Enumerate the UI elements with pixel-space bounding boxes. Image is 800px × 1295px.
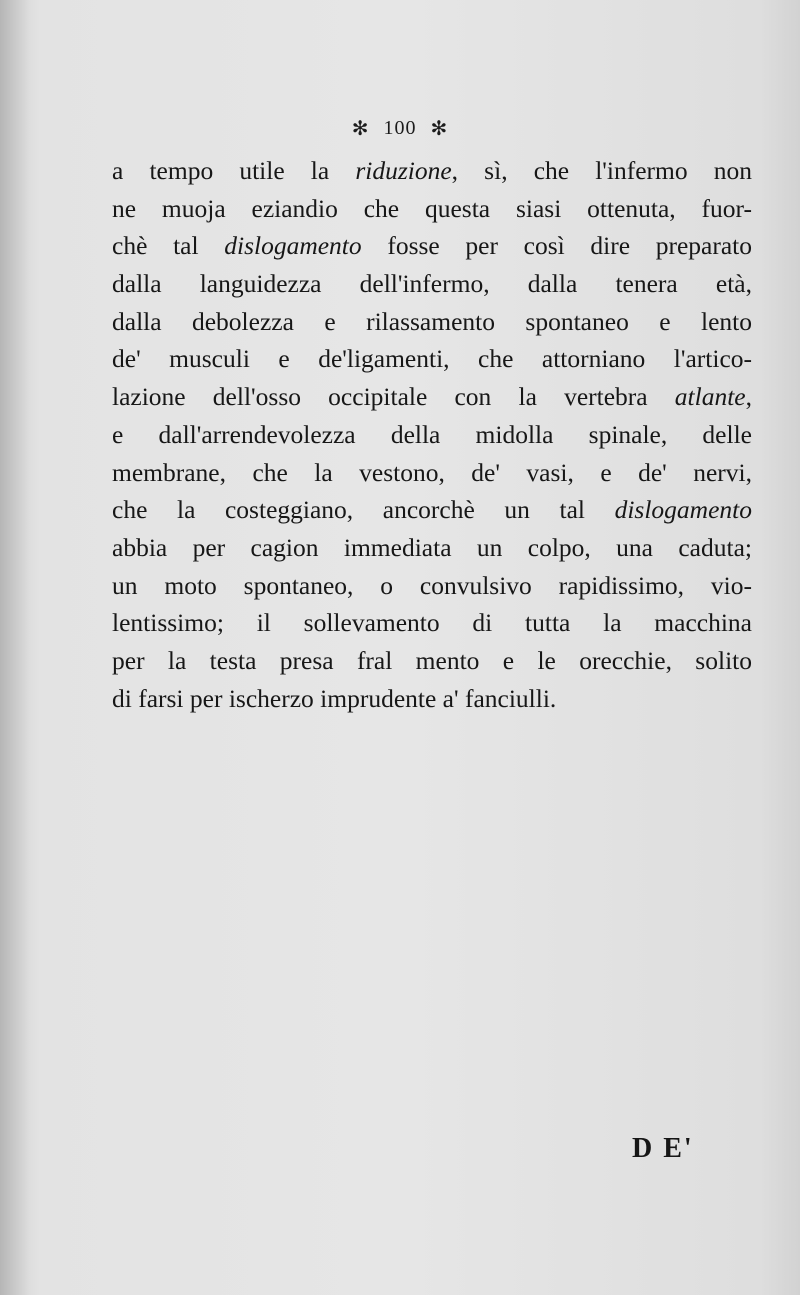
catchword: D E'	[632, 1133, 694, 1164]
text-segment: che la costeggiano, ancorchè un tal	[112, 495, 615, 525]
text-line	[112, 416, 752, 454]
left-ornament-icon: ✻	[351, 118, 370, 140]
text-segment: dalla languidezza dell'infermo, dalla tenera età,	[112, 269, 752, 299]
page-number: 100	[383, 117, 417, 139]
text-segment: un moto spontaneo, o convulsivo rapidissimo, vio-	[112, 570, 752, 600]
bleed-through-decoration	[110, 690, 730, 1120]
text-segment: dalla debolezza e rilassamento spontaneo e lento	[112, 306, 752, 336]
text-segment: fosse per così dire preparato	[361, 231, 752, 261]
text-line	[112, 680, 752, 718]
text-line	[112, 491, 752, 529]
text-line	[112, 190, 752, 228]
italic-term: dislogamento	[224, 231, 362, 261]
text-line	[112, 152, 752, 190]
text-line	[112, 265, 752, 303]
text-line	[112, 340, 752, 378]
text-line	[112, 642, 752, 680]
text-segment: lentissimo; il sollevamento di tutta la macchina	[112, 608, 752, 638]
body-text	[112, 152, 752, 717]
text-segment: de' musculi e de'ligamenti, che attorniano l'artico-	[112, 344, 752, 374]
text-line	[112, 227, 752, 265]
text-line	[112, 604, 752, 642]
page-header	[0, 116, 800, 141]
text-line	[112, 529, 752, 567]
text-segment: a tempo utile la	[112, 156, 356, 185]
right-ornament-icon: ✻	[430, 118, 449, 140]
italic-term: dislogamento	[614, 495, 752, 525]
text-segment: lazione dell'osso occipitale con la vertebra	[112, 382, 675, 412]
text-segment: di farsi per ischerzo imprudente a' fanciulli.	[112, 683, 557, 713]
text-line	[112, 378, 752, 416]
text-segment: abbia per cagion immediata un colpo, una caduta;	[112, 532, 752, 562]
italic-term: riduzione	[355, 156, 452, 185]
spine-shadow	[0, 0, 30, 1295]
text-segment: e dall'arrendevolezza della midolla spinale, delle	[112, 419, 752, 449]
text-segment: chè tal	[112, 231, 225, 261]
text-segment: ,	[745, 382, 752, 412]
text-line	[112, 567, 752, 605]
text-segment: per la testa presa fral mento e le orecchie, solito	[112, 645, 752, 675]
text-line	[112, 303, 752, 341]
text-line	[112, 454, 752, 492]
text-segment: ne muoja eziandio che questa siasi ottenuta, fuor-	[112, 193, 752, 223]
text-segment: , sì, che l'infermo non	[451, 156, 753, 185]
text-segment: membrane, che la vestono, de' vasi, e de' nervi,	[112, 457, 752, 487]
italic-term: atlante	[674, 382, 746, 412]
